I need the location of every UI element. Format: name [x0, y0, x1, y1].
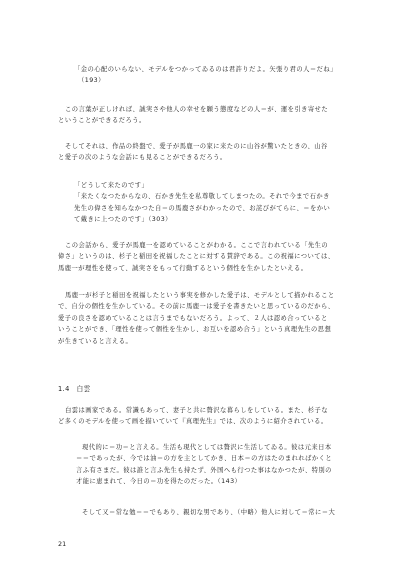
text-line: ということができるだろう。 [58, 117, 146, 125]
text-line: ＝＝であったが、今では油＝の方を主としてかき、日本＝の方はたのまれればかくと [76, 455, 333, 463]
text-line: 偉さ」というのは、杉子と稲田を祝福したことに対する賛辞である。この祝福については、 [58, 253, 335, 261]
text-line: そして又＝常な勉＝＝でもあり、親切な男であり、（中略）他人に対して＝常に＝大 [82, 509, 336, 516]
paragraph-6 [76, 507, 360, 518]
text-line: と愛子の次のような会話にも見ることができるだろう。 [58, 154, 227, 162]
text-line: 「来たくなつたからなの、石かき先生を私尊敬してしまつたの。それで今まで石かき [74, 193, 330, 201]
quote-1 [74, 64, 360, 87]
text-line: ど多くのモデルを使って画を描いていて『真理先生』では、次のように紹介されている。 [58, 418, 328, 426]
text-line: いうことができ、「理性を使って個性を生かし、お互いを認め合う」という真理先生の思想 [58, 326, 332, 334]
paragraph-4 [58, 290, 358, 347]
paragraph-1 [58, 104, 358, 127]
text-line: て戴きに上つたのです」（303） [74, 216, 172, 224]
text-line: この言葉が正しければ、誠実さや他人の幸せを願う態度などの人＝が、運を引き寄せた [65, 106, 329, 113]
quote-2 [74, 180, 360, 226]
section-heading: 1.4 白雲 [58, 385, 91, 393]
text-line: が生きていると言える。 [58, 337, 133, 345]
text-line: 白雲は画家である。常識もあって、妻子と共に贅沢な暮らしをしている。また、杉子な [65, 407, 328, 414]
text-line: 馬鹿一が理性を使って、誠実さをもって行動するという個性を生かしたといえる。 [58, 264, 308, 272]
text-line: で、自分の個性を生かしている。その前に馬鹿一は愛子を書きたいと思っているのだから、 [58, 303, 335, 311]
text-line: 愛子の良さを認めていることは言うまでもないだろう。よって、２人は認め合っていると [58, 314, 328, 322]
text-line: 先生の偉さを知らなかつた自＝の馬鹿さがわかったので、お詫びがてらに、＝をかい [74, 204, 331, 212]
paragraph-2 [58, 141, 358, 164]
text-line: そしてそれは、作品の終盤で、愛子が馬鹿一の家に来たのに山谷が驚いたときの、山谷 [65, 143, 328, 150]
text-line: 「どうして来たのです」 [74, 182, 149, 189]
paragraph-5 [58, 405, 358, 428]
quote-3 [76, 442, 360, 488]
text-line: 馬鹿一が杉子と稲田を祝福したという事実を修かした愛子は、モデルとして描かれること [65, 292, 335, 299]
page-number: 21 [58, 540, 67, 548]
paragraph-3 [58, 240, 358, 274]
text-line: （193） [78, 77, 105, 85]
text-line: 現代的に＝功＝と言える。生活も現代としては贅沢に生活してゐる。彼は元来日本 [82, 444, 332, 451]
text-line: 「金の心配のいらない、モデルをつかってゐるのは君許りだよ。矢張り君の人＝だね」 [74, 66, 337, 73]
text-line: この会話から、愛子が馬鹿一を認めていることがわかる。ここで言われている「先生の [65, 242, 329, 249]
text-line: 言ふ有さまだ。彼は誰と言ふ先生も持たず、外国へも行つた事はなかつたが、特別の [76, 466, 332, 474]
text-line: 才能に恵まれて、今日の＝功を得たのだった。（143） [76, 478, 242, 486]
